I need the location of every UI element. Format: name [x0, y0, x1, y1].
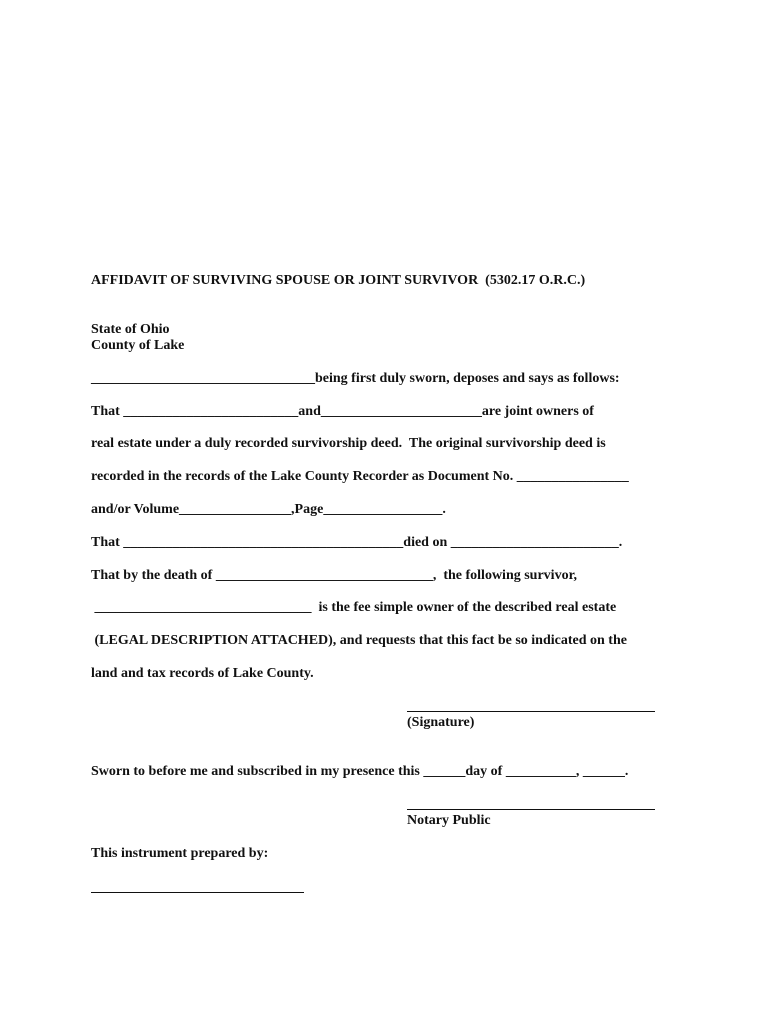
notary-label: Notary Public	[407, 813, 491, 828]
died-on-line: That ________________________________________died on ________________________.	[91, 535, 623, 550]
county-line: County of Lake	[91, 338, 185, 353]
tax-records-line: land and tax records of Lake County.	[91, 666, 314, 681]
legal-description-line: (LEGAL DESCRIPTION ATTACHED), and requests that this fact be so indicated on the	[91, 633, 627, 648]
affiant-paragraph: ________________________________being first duly sworn, deposes and says as follows:	[91, 371, 620, 386]
recorder-document-line: recorded in the records of the Lake County Recorder as Document No. ________________	[91, 469, 629, 484]
sworn-statement: Sworn to before me and subscribed in my presence this ______day of __________, ______.	[91, 764, 629, 779]
state-line: State of Ohio	[91, 322, 170, 337]
prepared-by-line	[91, 892, 304, 893]
fee-simple-owner-line: _______________________________ is the fee simple owner of the described real estate	[91, 600, 617, 615]
prepared-by-label: This instrument prepared by:	[91, 846, 269, 861]
volume-page-line: and/or Volume________________,Page_________________.	[91, 502, 446, 517]
death-of-line: That by the death of _______________________________, the following survivor,	[91, 568, 578, 583]
document-title: AFFIDAVIT OF SURVIVING SPOUSE OR JOINT SURVIVOR (5302.17 O.R.C.)	[91, 273, 586, 288]
signature-label: (Signature)	[407, 715, 475, 730]
signature-line	[407, 711, 655, 712]
joint-owners-line: That _________________________and_______________________are joint owners of	[91, 404, 594, 419]
notary-signature-line	[407, 809, 655, 810]
survivorship-deed-line: real estate under a duly recorded survivorship deed. The original survivorship deed is	[91, 436, 606, 451]
